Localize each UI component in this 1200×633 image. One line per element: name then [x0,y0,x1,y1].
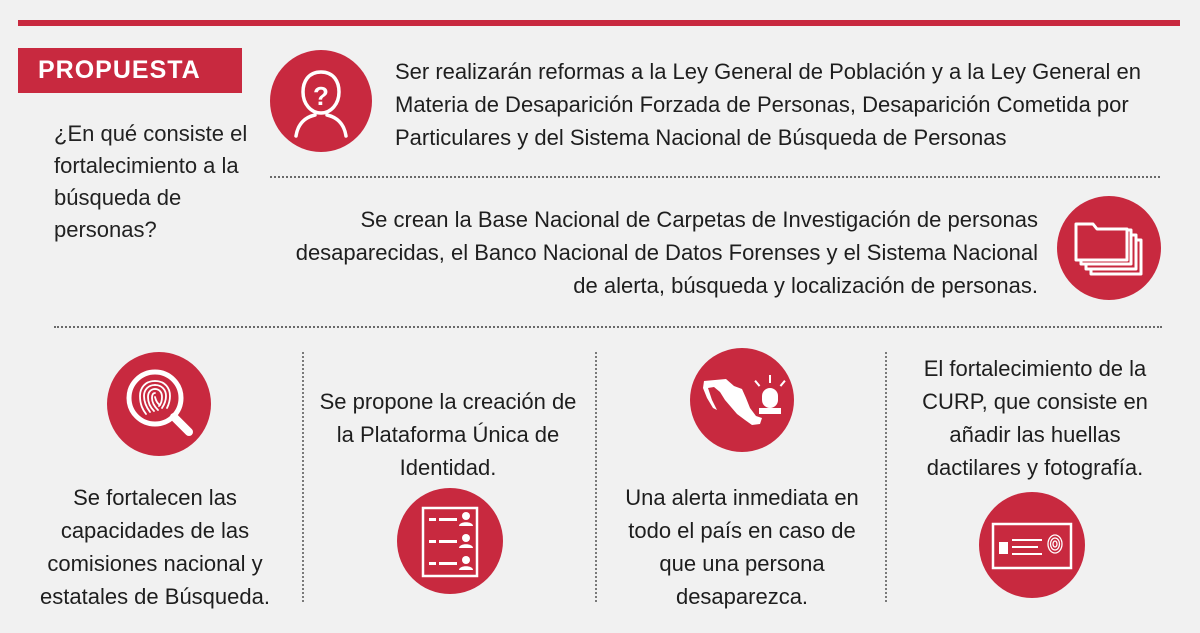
item-3-icon-circle [107,352,211,456]
folder-stack-icon [1057,196,1161,300]
column-separator-1 [302,352,304,602]
identity-list-icon [397,488,503,594]
item-6-icon-circle [979,492,1085,598]
item-1-icon-circle [270,50,372,152]
item-4-text: Se propone la creación de la Plataforma Única de Identidad. [319,389,577,480]
propuesta-badge: PROPUESTA [18,48,242,93]
mexico-alert-icon [690,348,794,452]
svg-text:?: ? [313,81,329,111]
fingerprint-magnifier-icon [107,352,211,456]
divider-lower [54,326,1162,328]
item-5-icon-circle [690,348,794,452]
column-separator-2 [595,352,597,602]
divider-upper [270,176,1160,178]
id-card-fingerprint-icon [979,492,1085,598]
item-3-text: Se fortalecen las capacidades de las comisiones nacional y estatales de Búsqueda. [40,485,270,609]
item-4-icon-circle [397,488,503,594]
item-2-text: Se crean la Base Nacional de Carpetas de Investigación de personas desaparecidas, el Banco Nacional de Datos Forenses y el Sistema Nacional de alerta, búsqueda y localización de personas. [295,207,1038,298]
item-6-text: El fortalecimiento de la CURP, que consiste en añadir las huellas dactilares y fotografía. [922,356,1148,480]
column-separator-3 [885,352,887,602]
top-rule [18,20,1180,26]
item-5-text: Una alerta inmediata en todo el país en caso de que una persona desaparezca. [625,485,859,609]
item-1-text: Ser realizarán reformas a la Ley General de Población y a la Ley General en Materia de Desaparición Forzada de Personas, Desaparición Cometida por Particulares y del Sistema Nacional de Búsqueda de Personas [395,59,1141,150]
item-2-icon-circle [1057,196,1161,300]
person-question-icon [270,50,372,152]
intro-question: ¿En qué consiste el fortalecimiento a la búsqueda de personas? [54,121,248,242]
